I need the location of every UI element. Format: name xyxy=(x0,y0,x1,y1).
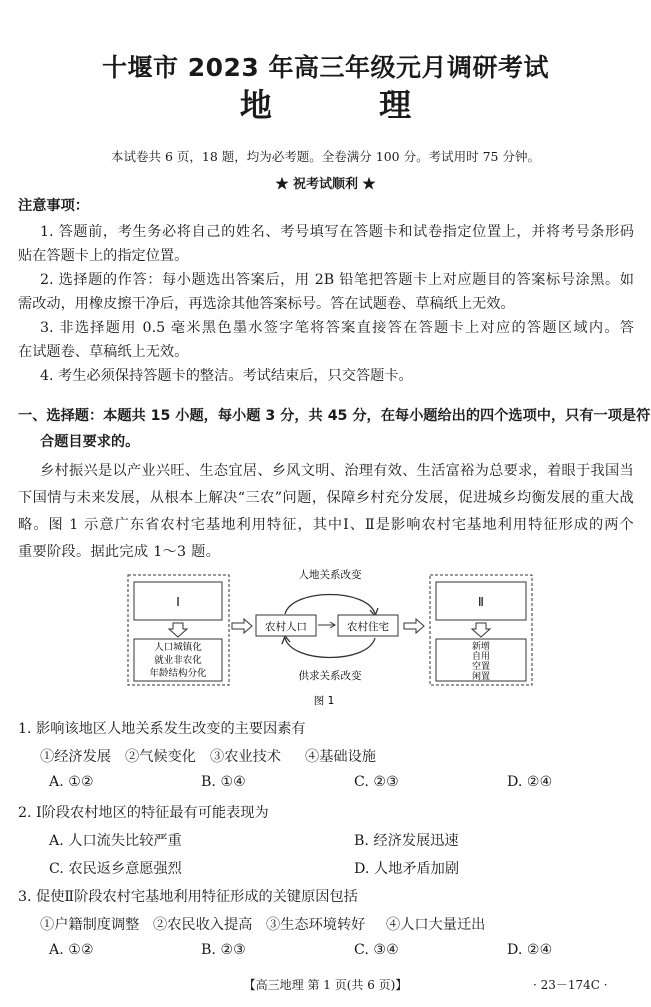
right-state-1: 新增 xyxy=(471,642,491,652)
q3-factor-4: ④人口大量迁出 xyxy=(386,917,486,933)
right-state-3: 空置 xyxy=(471,662,491,672)
q1-factor-4: ④基础设施 xyxy=(305,749,376,765)
passage-line-4: 重要阶段。据此完成 1～3 题。 xyxy=(18,544,221,560)
q2-option-a[interactable]: A. 人口流失比较严重 xyxy=(49,833,182,849)
note-1-line-1: 1. 答题前，考生务必将自己的姓名、考号填写在答题卡和试卷指定位置上，并将考号条形码 xyxy=(40,224,634,240)
q2-stem: 2. Ⅰ阶段农村地区的特征最有可能表现为 xyxy=(18,805,269,821)
section-heading-line-1: 一、选择题：本题共 15 小题，每小题 3 分，共 45 分，在每小题给出的四个选项中，只有一项是符 xyxy=(18,408,651,424)
left-factor-3: 年龄结构分化 xyxy=(149,668,207,679)
note-3-line-2: 在试题卷、草稿纸上无效。 xyxy=(18,344,189,360)
q3-option-a[interactable]: A. ①② xyxy=(49,942,94,958)
figure-caption: 图 1 xyxy=(313,695,335,707)
right-down-arrow-icon xyxy=(472,623,490,637)
note-2-line-1: 2. 选择题的作答：每小题选出答案后，用 2B 铅笔把答题卡上对应题目的答案标号涂黑。如 xyxy=(40,272,634,288)
q3-factor-2: ②农民收入提高 xyxy=(153,917,253,933)
note-2-line-2: 需改动，用橡皮擦干净后，再选涂其他答案标号。答在试题卷、草稿纸上无效。 xyxy=(18,296,515,312)
right-stage-label: Ⅱ xyxy=(478,595,484,609)
q1-option-d[interactable]: D. ②④ xyxy=(507,774,553,790)
rural-housing-label: 农村住宅 xyxy=(347,621,389,633)
exam-title: 十堰市 2023 年高三年级元月调研考试 xyxy=(102,53,549,82)
section-heading-line-2: 合题目要求的。 xyxy=(40,434,140,450)
left-stage-label: Ⅰ xyxy=(176,595,180,609)
q3-option-c[interactable]: C. ③④ xyxy=(354,942,399,958)
notes-heading: 注意事项： xyxy=(18,198,89,214)
note-4: 4. 考生必须保持答题卡的整洁。考试结束后，只交答题卡。 xyxy=(40,368,413,384)
bottom-arc xyxy=(285,638,375,658)
passage-line-1: 乡村振兴是以产业兴旺、生态宜居、乡风文明、治理有效、生活富裕为总要求，着眼于我国当 xyxy=(40,463,634,479)
q1-option-a[interactable]: A. ①② xyxy=(49,774,94,790)
q1-option-c[interactable]: C. ②③ xyxy=(354,774,399,790)
left-factor-1: 人口城镇化 xyxy=(154,642,202,653)
q1-option-b[interactable]: B. ①④ xyxy=(201,774,246,790)
left-down-arrow-icon xyxy=(169,623,187,637)
q1-factor-1: ①经济发展 xyxy=(40,749,111,765)
footer-page-label: 【高三地理 第 1 页(共 6 页)】 xyxy=(243,978,408,992)
bottom-relation-label: 供求关系改变 xyxy=(298,670,362,682)
exam-info: 本试卷共 6 页，18 题，均为必考题。全卷满分 100 分。考试用时 75 分钟。 xyxy=(111,149,540,164)
subject-title: 地 理 xyxy=(239,86,460,124)
q2-option-b[interactable]: B. 经济发展迅速 xyxy=(354,833,459,849)
left-to-center-arrow-icon xyxy=(232,619,252,633)
note-3-line-1: 3. 非选择题用 0.5 毫米黑色墨水签字笔将答案直接答在答题卡上对应的答题区域内。答 xyxy=(40,320,634,336)
note-1-line-2: 贴在答题卡上的指定位置。 xyxy=(18,248,189,264)
good-luck-banner: ★ 祝考试顺利 ★ xyxy=(275,177,376,192)
right-state-2: 自用 xyxy=(471,652,491,662)
center-to-right-arrow-icon xyxy=(404,619,424,633)
q1-factor-2: ②气候变化 xyxy=(125,749,196,765)
top-arc xyxy=(285,595,375,615)
q2-option-d[interactable]: D. 人地矛盾加剧 xyxy=(354,861,460,877)
q1-factor-3: ③农业技术 xyxy=(210,749,281,765)
right-state-4: 闲置 xyxy=(471,672,491,682)
passage-line-2: 下国情与未来发展，从根本上解决“三农”问题，保障乡村充分发展，促进城乡均衡发展的重大战 xyxy=(18,490,634,506)
q3-factor-1: ①户籍制度调整 xyxy=(40,917,140,933)
q2-option-c[interactable]: C. 农民返乡意愿强烈 xyxy=(49,861,182,877)
q3-stem: 3. 促使Ⅱ阶段农村宅基地利用特征形成的关键原因包括 xyxy=(18,889,358,905)
footer-code: · 23－174C · xyxy=(533,978,608,992)
figure-1-diagram xyxy=(120,566,540,708)
q3-option-b[interactable]: B. ②③ xyxy=(201,942,246,958)
left-factor-2: 就业非农化 xyxy=(154,655,202,666)
top-relation-label: 人地关系改变 xyxy=(298,569,362,581)
rural-population-label: 农村人口 xyxy=(265,621,307,633)
q1-stem: 1. 影响该地区人地关系发生改变的主要因素有 xyxy=(18,721,306,737)
q3-option-d[interactable]: D. ②④ xyxy=(507,942,553,958)
passage-line-3: 略。图 1 示意广东省农村宅基地利用特征，其中Ⅰ、Ⅱ是影响农村宅基地利用特征形成的两个 xyxy=(18,517,634,533)
q3-factor-3: ③生态环境转好 xyxy=(266,917,366,933)
